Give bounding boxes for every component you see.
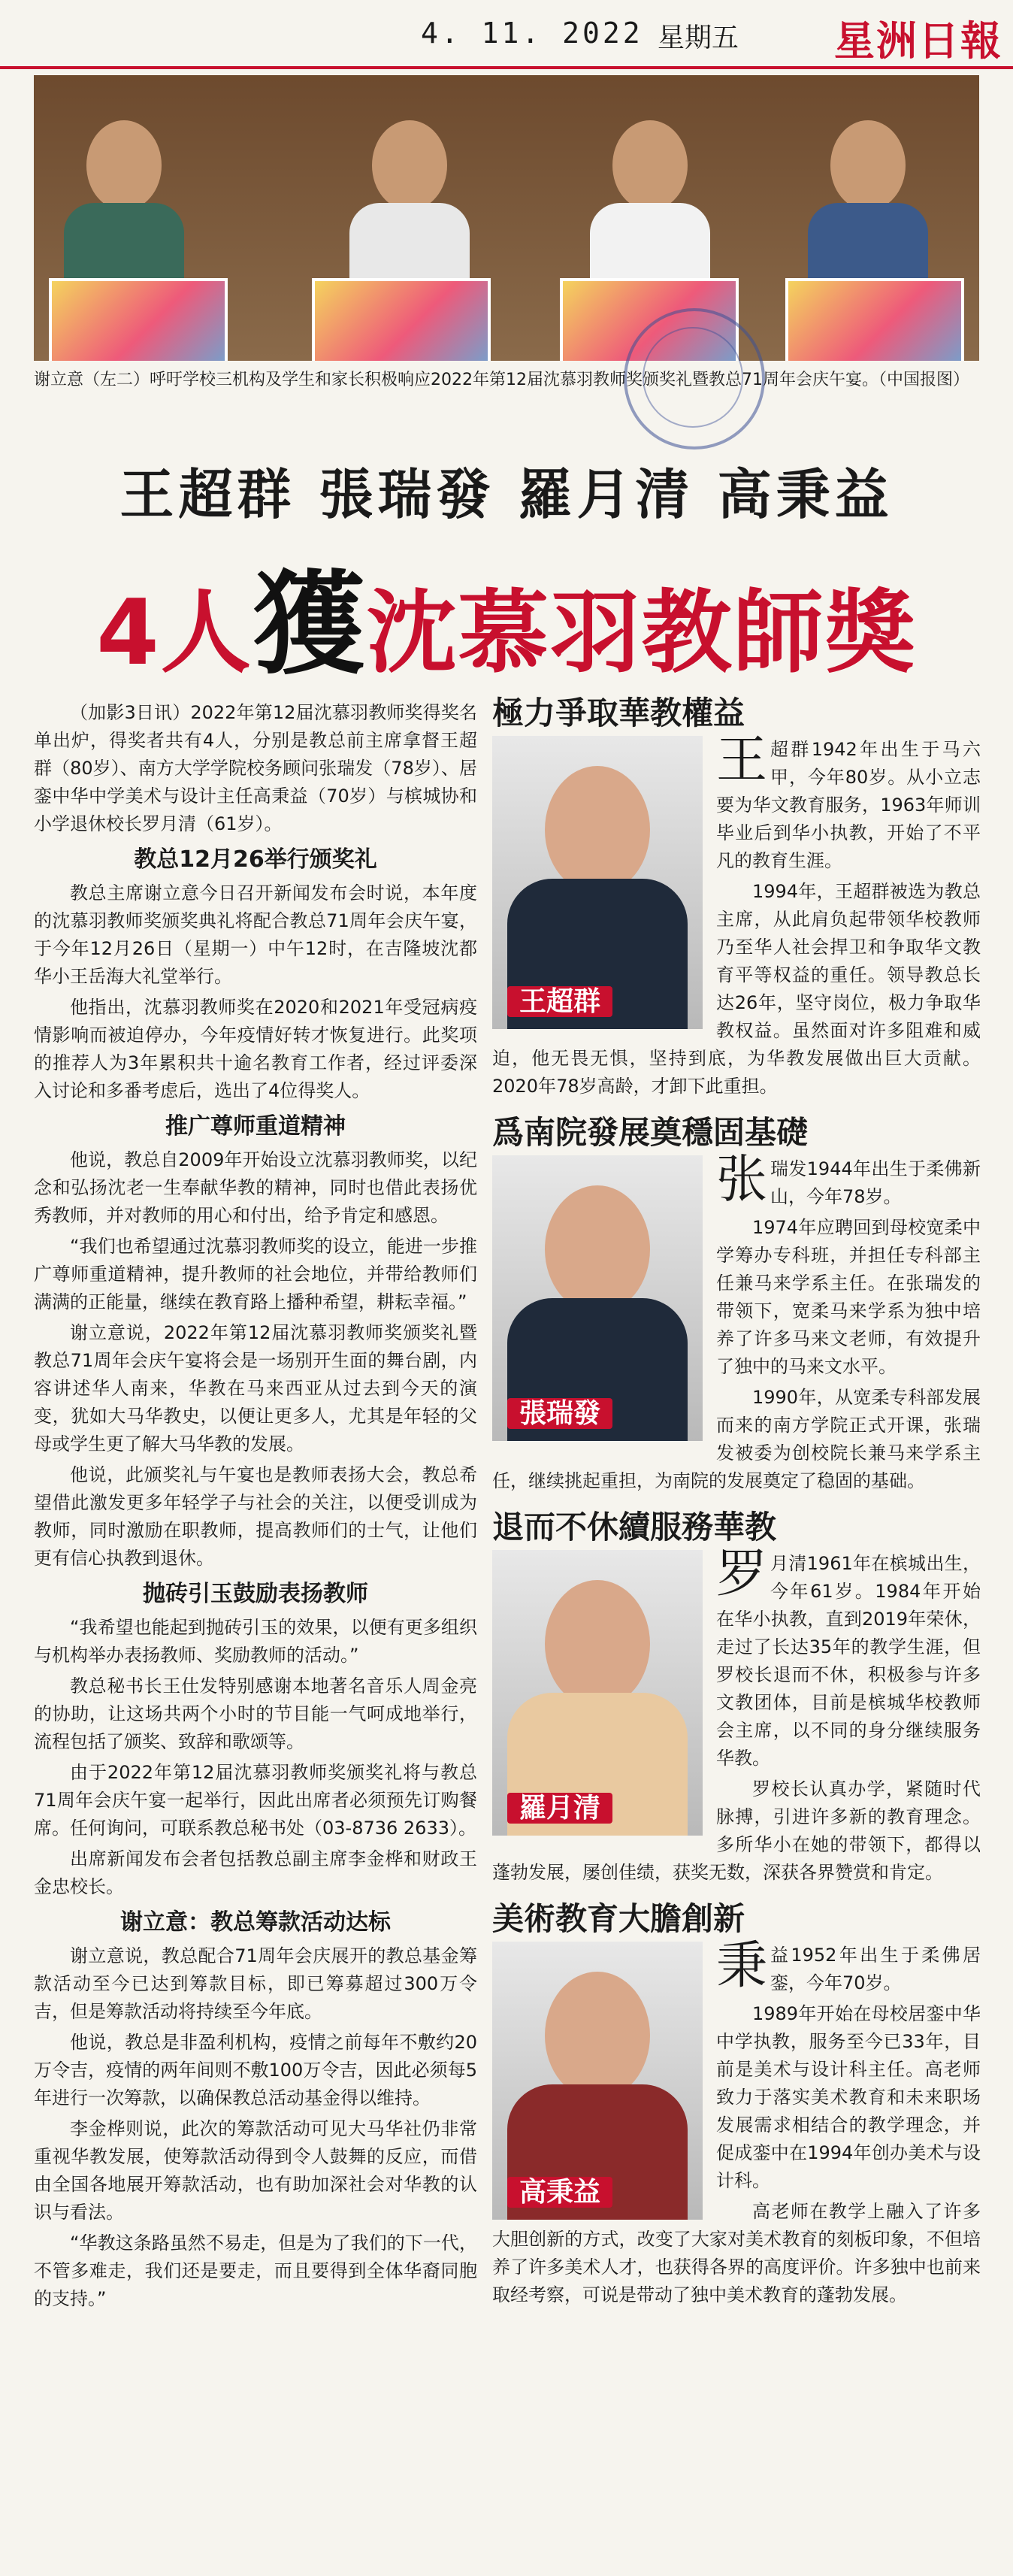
name-badge: 王超群 [507,986,612,1017]
article-paragraph: 他说，教总自2009年开始设立沈慕羽教师奖，以纪念和弘扬沈老一生奉献华教的精神，同时也借此表扬优秀教师，并对教师的用心和付出，给予肯定和感恩。 [34,1149,477,1226]
portrait-photo [492,1942,703,2220]
drop-cap: 王 [716,731,768,790]
profile-luo [492,1509,981,1890]
press-photo [34,75,979,361]
headline-part-b: 獲 [252,558,367,691]
newspaper-logo: 星洲日報 [834,17,1002,65]
event-poster [785,278,964,361]
headline-main [0,534,1013,696]
article-paragraph: 教总主席谢立意今日召开新闻发布会时说，本年度的沈慕羽教师奖颁奖典礼将配合教总71周年会庆午宴，于今年12月26日（星期一）中午12时，在吉隆坡沈都华小王岳海大礼堂举行。 [34,882,477,987]
drop-cap: 张 [716,1150,768,1209]
profile-paragraph: 1990年，从宽柔专科部发展而来的南方学院正式开课，张瑞发被委为创校院长兼马来学系主任，继续挑起重担，为南院的发展奠定了稳固的基础。 [492,1387,981,1491]
article-paragraph: 谢立意说，教总配合71周年会庆展开的教总基金筹款活动至今已达到筹款目标，即已筹募超过300万令吉，但是筹款活动将持续至今年底。 [34,1945,477,2022]
profile-paragraph: 超群1942年出生于马六甲，今年80岁。从小立志要为华文教育服务，1963年师训毕业后到华小执教，开始了不平凡的教育生涯。 [716,739,981,871]
profile-paragraph: 1989年开始在母校居銮中华中学执教，服务至今已33年，目前是美术与设计科主任。高老师致力于落实美术教育和未来职场发展需求相结合的教学理念，并促成銮中在1994年创办美术与设计科。 [716,2003,981,2191]
profile-paragraph: 1994年，王超群被选为教总主席，从此肩负起带领华校教师乃至华人社会捍卫和争取华文教育平等权益的重任。领导教总长达26年，坚守岗位，极力争取华教权益。虽然面对许多阻难和威迫，他无畏无惧，坚持到底，为华教发展做出巨大贡献。2020年78岁高龄，才卸下此重担。 [492,881,981,1097]
photo-caption: 谢立意（左二）呼吁学校三机构及学生和家长积极响应2022年第12届沈慕羽教师奖颁奖礼暨教总71周年会庆午宴。（中国报图） [34,371,969,389]
profile-paragraph: 1974年应聘回到母校宽柔中学筹办专科班，并担任专科部主任兼马来学系主任。在张瑞发的带领下，宽柔马来学系为独中培养了许多马来文老师，有效提升了独中的马来文水平。 [716,1217,981,1377]
drop-cap: 罗 [716,1545,768,1604]
subhead: 推广尊师重道精神 [165,1113,346,1140]
winner-profiles [492,695,981,2327]
issue-date: 4. 11. 2022 [421,17,643,50]
article-paragraph: 出席新闻发布会者包括教总副主席李金桦和财政王金忠校长。 [34,1848,477,1897]
portrait-photo [492,1155,703,1441]
headline-names: 王超群 張瑞發 羅月清 高秉益 [119,463,894,526]
article-paragraph: “我们也希望通过沈慕羽教师奖的设立，能进一步推广尊师重道精神，提升教师的社会地位，并带给教师们满满的正能量，继续在教育路上播种希望，耕耘幸福。” [34,1236,477,1312]
profile-paragraph: 月清1961年在槟城出生，今年61岁。1984年开始在华小执教，直到2019年荣休，走过了长达35年的教学生涯，但罗校长退而不休，积极参与许多文教团体，目前是槟城华校教师会主席，以不同的身分继续服务华教。 [716,1553,981,1769]
article-paragraph: “我希望也能起到抛砖引玉的效果，以便有更多组织与机构举办表扬教师、奖励教师的活动。” [34,1617,477,1666]
article-paragraph: 由于2022年第12届沈慕羽教师奖颁奖礼将与教总71周年会庆午宴一起举行，因此出席者必须预先订购餐席。任何询问，可联系教总秘书处（03-8736 2633）。 [34,1762,477,1839]
profile-zhang [492,1114,981,1498]
headline-part-c: 沈慕羽教師獎 [366,581,917,686]
article-paragraph: 他说，此颁奖礼与午宴也是教师表扬大会，教总希望借此激发更多年轻学子与社会的关注，以便受训成为教师，同时激励在职教师，提高教师们的士气，让他们更有信心执教到退休。 [34,1464,477,1569]
issue-weekday: 星期五 [658,23,739,53]
profile-title: 爲南院發展奠穩固基礎 [492,1114,809,1151]
name-badge: 高秉益 [507,2177,612,2208]
subhead: 抛砖引玉鼓励表扬教师 [143,1581,368,1607]
article-intro: （加影3日讯）2022年第12届沈慕羽教师奖得奖名单出炉，得奖者共有4人，分别是教总前主席拿督王超群（80岁）、南方大学学院校务顾问张瑞发（78岁）、居銮中华中学美术与设计主任高秉益（70岁）与槟城协和小学退休校长罗月清（61岁）。 [34,702,477,834]
event-poster [49,278,228,361]
drop-cap: 秉 [716,1936,768,1996]
subhead: 教总12月26举行颁奖礼 [134,846,377,873]
masthead [0,0,1013,71]
masthead-divider [0,66,1013,69]
subhead: 谢立意：教总筹款活动达标 [120,1909,391,1936]
article-paragraph: “华教这条路虽然不易走，但是为了我们的下一代，不管多难走，我们还是要走，而且要得到全体华裔同胞的支持。” [34,2232,477,2309]
profile-paragraph: 高老师在教学上融入了许多大胆创新的方式，改变了大家对美术教育的刻板印象，不但培养了许多美术人才，也获得各界的高度评价。许多独中也前来取经考察，可说是带动了独中美术教育的蓬勃发展。 [492,2201,981,2305]
profile-gao [492,1900,981,2312]
portrait-photo [492,1550,703,1836]
headline-part-a: 4人 [96,581,252,686]
profile-title: 極力爭取華教權益 [492,695,745,731]
article-paragraph: 李金桦则说，此次的筹款活动可见大马华社仍非常重视华教发展，使筹款活动得到令人鼓舞的反应，而借由全国各地展开筹款活动，也有助加深社会对华教的认识与看法。 [34,2118,477,2223]
name-badge: 張瑞發 [507,1398,612,1429]
profile-paragraph: 罗校长认真办学，紧随时代脉搏，引进许多新的教育理念。多所华小在她的带领下，都得以蓬勃发展，屡创佳绩，获奖无数，深获各界赞赏和肯定。 [492,1778,981,1883]
portrait-photo [492,736,703,1029]
name-badge: 羅月清 [507,1793,612,1824]
main-article [34,699,477,2316]
profile-wang [492,695,981,1103]
profile-paragraph: 益1952年出生于柔佛居銮，今年70岁。 [770,1945,981,1993]
profile-paragraph: 瑞发1944年出生于柔佛新山，今年78岁。 [770,1158,981,1207]
profile-title: 美術教育大膽創新 [492,1900,745,1937]
article-paragraph: 教总秘书长王仕发特别感谢本地著名音乐人周金亮的协助，让这场共两个小时的节目能一气呵成地举行，流程包括了颁奖、致辞和歌颂等。 [34,1675,477,1752]
article-paragraph: 谢立意说，2022年第12届沈慕羽教师奖颁奖礼暨教总71周年会庆午宴将会是一场别开生面的舞台剧，内容讲述华人南来，华教在马来西亚从过去到今天的演变，犹如大马华教史，以便让更多人，尤其是年轻的父母或学生更了解大马华教的发展。 [34,1322,477,1454]
article-paragraph: 他指出，沈慕羽教师奖在2020和2021年受冠病疫情影响而被迫停办，今年疫情好转才恢复进行。此奖项的推荐人为3年累积共十逾名教育工作者，经过评委深入讨论和多番考虑后，选出了4位得奖人。 [34,997,477,1101]
profile-title: 退而不休續服務華教 [492,1509,777,1545]
article-paragraph: 他说，教总是非盈利机构，疫情之前每年不敷约20万令吉，疫情的两年间则不敷100万令吉，因此必须每5年进行一次筹款，以确保教总活动基金得以维持。 [34,2032,477,2108]
event-poster [312,278,491,361]
